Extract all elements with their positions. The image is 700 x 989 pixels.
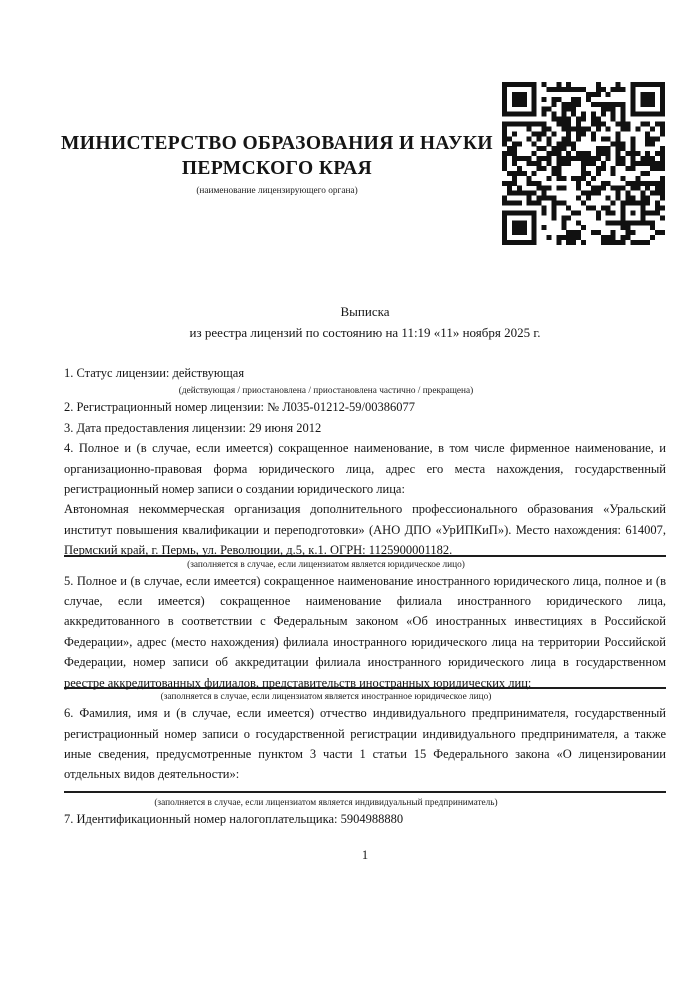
legal-entity-description: 4. Полное и (в случае, если имеется) сокращенное наименование, в том числе фирменное наименование, и организационно-правовая форма юридического лица, адрес его места нахождения, государственный регистрационный номер записи о создании юридического лица:	[64, 441, 666, 497]
ministry-name-line2: ПЕРМСКОГО КРАЯ	[181, 158, 373, 179]
license-grant-date-line: 3. Дата предоставления лицензии: 29 июня 2012	[64, 420, 322, 435]
license-status-options-caption: (действующая / приостановлена / приостановлена частично / прекращена)	[178, 386, 474, 397]
document-header	[58, 131, 496, 197]
taxpayer-id-line: 7. Идентификационный номер налогоплательщика: 5904988880	[64, 811, 404, 826]
qr-code-icon	[502, 82, 665, 245]
license-status-line: 1. Статус лицензии: действующая	[64, 366, 245, 380]
document-title-line2: из реестра лицензий по состоянию на 11:19 «11» ноября 2025 г.	[189, 325, 541, 340]
page-number: 1	[361, 848, 369, 863]
foreign-entity-caption: (заполняется в случае, если лицензиатом является иностранное юридическое лицо)	[160, 692, 492, 703]
licensing-authority-name	[58, 131, 496, 181]
document-title-line1: Выписка	[340, 304, 390, 319]
document-body	[64, 363, 666, 866]
legal-entity-caption: (заполняется в случае, если лицензиатом является юридическое лицо)	[187, 559, 465, 570]
legal-entity-value: Автономная некоммерческая организация дополнительного профессионального образования «Уральский институт повышения квалификации и переподготовки» (АНО ДПО «УрИПКиП»). Место нахождения: 614007, Пермский край, г. Пермь, ул. Революции, д.5, к.1. ОГРН: 1125900001182.	[64, 502, 666, 558]
licensing-authority-caption: (наименование лицензирующего органа)	[196, 186, 358, 196]
individual-entrepreneur-description: 6. Фамилия, имя и (в случае, если имеется) отчество индивидуального предпринимателя, государственный регистрационный номер записи о государственной регистрации индивидуального предпринимателя, а также иные сведения, предусмотренные пунктом 3 части 1 статьи 15 Федерального закона «О лицензировании отдельных видов деятельности»:	[64, 706, 666, 782]
ministry-name-line1: МИНИСТЕРСТВО ОБРАЗОВАНИЯ И НАУКИ	[61, 133, 493, 154]
individual-entrepreneur-caption: (заполняется в случае, если лицензиатом является индивидуальный предприниматель)	[154, 797, 498, 808]
license-registration-number-line: 2. Регистрационный номер лицензии: № Л035-01212-59/00386077	[64, 400, 415, 415]
document-title	[64, 301, 666, 343]
divider-line-item6	[64, 791, 666, 793]
foreign-entity-description: 5. Полное и (в случае, если имеется) сокращенное наименование иностранного юридического лица, полное и (в случае, если имеется) сокращенное наименование филиала иностранного юридического лица, аккредитованного в соответствии с Федеральным законом «Об иностранных инвестициях в Российской Федерации», адрес (место нахождения) филиала иностранного юридического лица на территории Российской Федерации, номер записи об аккредитации филиала иностранного юридического лица в государственном реестре аккредитованных филиалов, представительств иностранных юридических лиц:	[64, 573, 666, 690]
